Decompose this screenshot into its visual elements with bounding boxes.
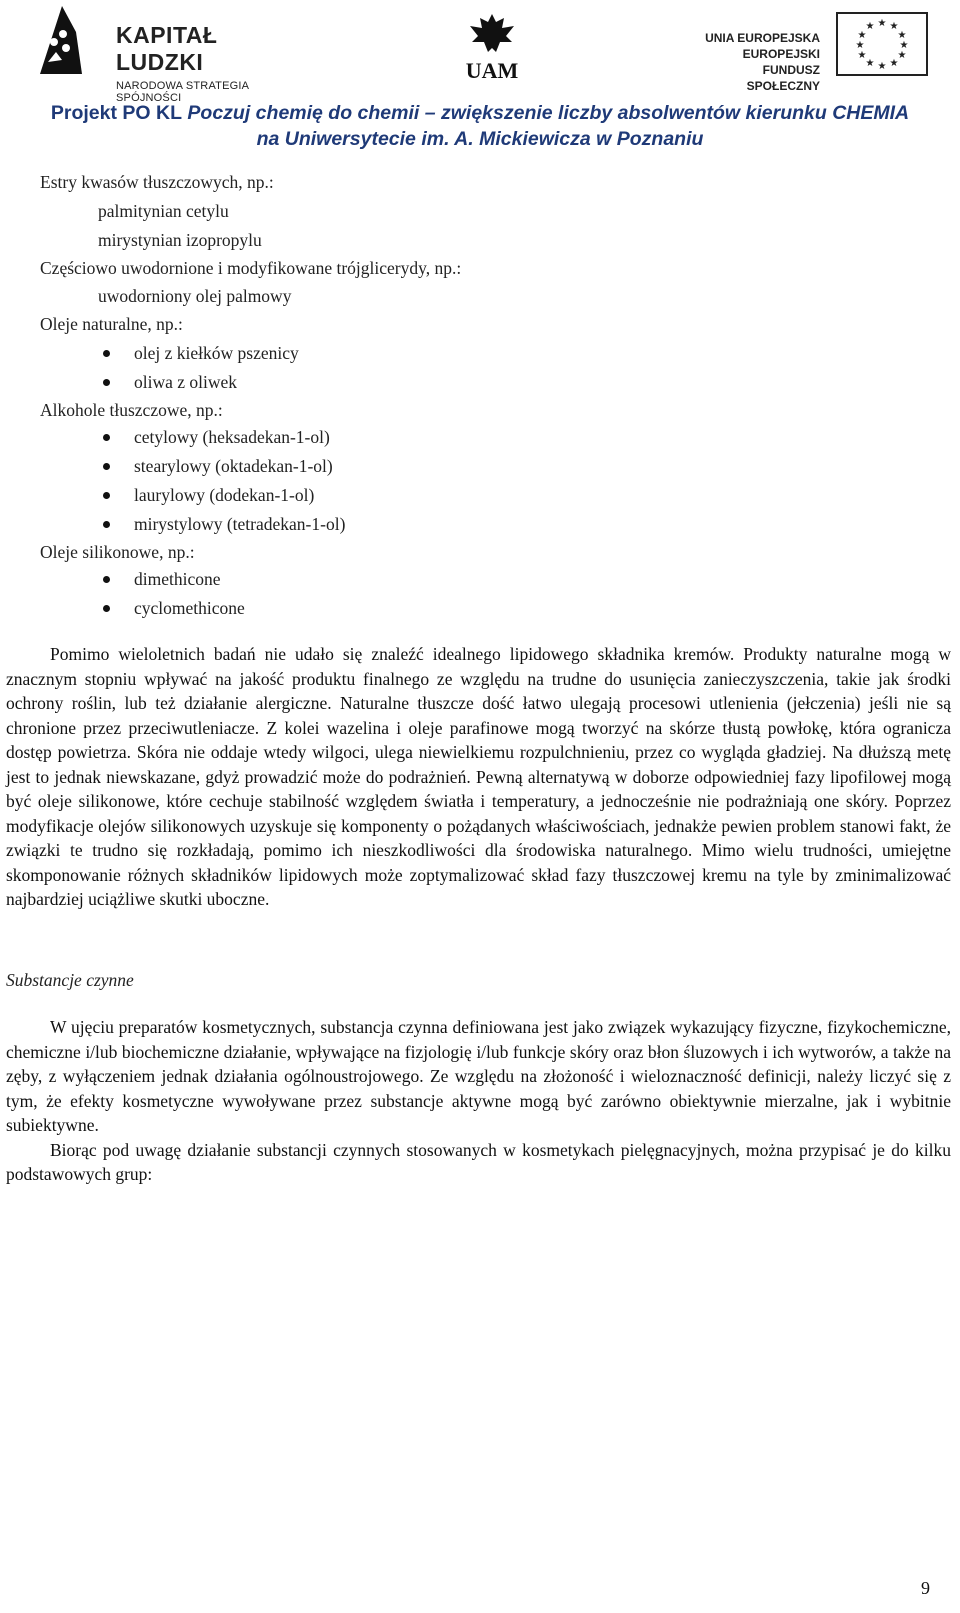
logo-left-title: KAPITAŁ LUDZKI [116,22,218,75]
section-heading: Substancje czynne [6,970,134,990]
paragraph-active-definition: W ujęciu preparatów kosmetycznych, substancja czynna definiowana jest jako związek wykazujący fizyczne, fizykochemiczne, chemiczne i/lub biochemiczne działanie, wpływające na fizjologię i/lub funkcje skóry oraz błon śluzowych i ich wytworów, a także na zęby, z wyłączeniem jednak działania ogólnoustrojowego. Ze względu na złożoność i wieloznaczność definicji, należy liczyć się z tym, że efekty kosmetyczne wywoływane przez substancje aktywne mogą być zarówno obiektywnie mierzalne, jak i wybitnie subiektywne. [6,1017,951,1135]
svg-text:★: ★ [855,40,865,51]
svg-text:★: ★ [857,50,867,61]
silicone-title: Oleje silikonowe, np.: [40,542,195,562]
bullet-icon [103,576,110,583]
uam-logo [460,10,524,83]
alcohols-item-3: laurylowy (dodekan-1-ol) [134,485,315,505]
svg-text:★: ★ [897,50,907,61]
logo-right-line2: EUROPEJSKI [742,47,820,61]
svg-text:★: ★ [877,61,887,72]
page-header [0,0,960,160]
project-title-line1: Poczuj chemię do chemii – zwiększenie liczby absolwentów kierunku CHEMIA [187,102,910,124]
svg-text:★: ★ [889,21,899,32]
svg-text:★: ★ [865,58,875,69]
silicone-item-1: dimethicone [134,569,221,589]
alcohols-item-2: stearylowy (oktadekan-1-ol) [134,456,333,476]
svg-text:★: ★ [899,40,909,51]
svg-text:★: ★ [897,30,907,41]
bullet-icon [103,492,110,499]
svg-text:★: ★ [857,30,867,41]
esters-title: Estry kwasów tłuszczowych, np.: [40,172,274,192]
bullet-icon [103,521,110,528]
bullet-icon [103,434,110,441]
bullet-icon [103,350,110,357]
bullet-icon [103,605,110,612]
logo-right-line3: FUNDUSZ SPOŁECZNY [746,63,820,93]
hydro-item-1: uwodorniony olej palmowy [98,286,292,306]
svg-text:★: ★ [889,58,899,69]
page-number: 9 [921,1578,930,1598]
eu-social-fund-logo [700,12,930,93]
kapital-ludzki-logo [36,4,276,104]
eu-flag-icon [836,12,928,76]
esters-item-1: palmitynian cetylu [98,201,229,221]
esters-item-2: mirystynian izopropylu [98,230,262,250]
logo-right-line1: UNIA EUROPEJSKA [705,31,820,45]
alcohols-item-4: mirystylowy (tetradekan-1-ol) [134,514,346,534]
eagle-emblem-icon [460,10,524,56]
bullet-icon [103,463,110,470]
silicone-item-2: cyclomethicone [134,598,245,618]
paragraph-lipids [6,642,951,912]
alcohols-title: Alkohole tłuszczowe, np.: [40,400,223,420]
svg-text:★: ★ [877,18,887,29]
alcohols-item-1: cetylowy (heksadekan-1-ol) [134,427,330,447]
paragraph-active-groups: Biorąc pod uwagę działanie substancji czynnych stosowanych w kosmetykach pielęgnacyjnych, można przypisać je do kilku podstawowych grup: [6,1139,951,1184]
project-title [0,100,960,152]
paragraph-active-substances [6,1015,951,1187]
project-prefix: Projekt PO KL [50,102,182,124]
paragraph-lipids-text: Pomimo wieloletnich badań nie udało się znaleźć idealnego lipidowego składnika kremów. Produkty naturalne mogą w znacznym stopniu wpływać na jakość produktu finalnego ze względu na trudne do usunięcia zanieczyszczenia, takie jak środki ochrony roślin, lub też działanie alergiczne. Naturalne tłuszcze dość łatwo ulegają procesowi utlenienia (jełczenia) jeśli nie są chronione przez przeciwutleniacze. Z kolei wazelina i oleje parafinowe mogą tworzyć na skórze tłustą powłokę, która ogranicza dostęp powietrza. Skóra nie oddaje wtedy wilgoci, ulega niewielkiemu rozpulchnieniu, przez co wygląda gładziej. Na dłuższą metę jest to jednak niewskazane, gdyż prowadzić może do podrażnień. Pewną alternatywą w doborze odpowiedniej fazy lipofilowej mogą być oleje silikonowe, które cechuje stabilność względem światła i temperatury, a jednocześnie nie podrażniają one skóry. Poprzez modyfikacje olejów silikonowych uzyskuje się komponenty o pożądanych właściwościach, jednakże pewien problem stanowi fakt, że związki te trudno się rozkładają, pomimo ich nieszkodliwości dla środowiska naturalnego. Mimo wielu trudności, umiejętne skomponowanie różnych składników lipidowych może zoptymalizować skład fazy tłuszczowej kremu na tyle by zminimalizować najbardziej uciążliwe skutki uboczne. [6,644,951,909]
oils-item-1: olej z kiełków pszenicy [134,343,299,363]
bullet-icon [103,379,110,386]
logo-left-subtitle: NARODOWA STRATEGIA SPÓJNOŚCI [116,80,249,104]
hydro-title: Częściowo uwodornione i modyfikowane trójglicerydy, np.: [40,258,462,278]
oils-title: Oleje naturalne, np.: [40,314,183,334]
oils-item-2: oliwa z oliwek [134,372,238,392]
project-title-line2: na Uniwersytecie im. A. Mickiewicza w Poznaniu [256,128,704,150]
logo-center-text: UAM [465,58,519,83]
svg-text:★: ★ [865,21,875,32]
